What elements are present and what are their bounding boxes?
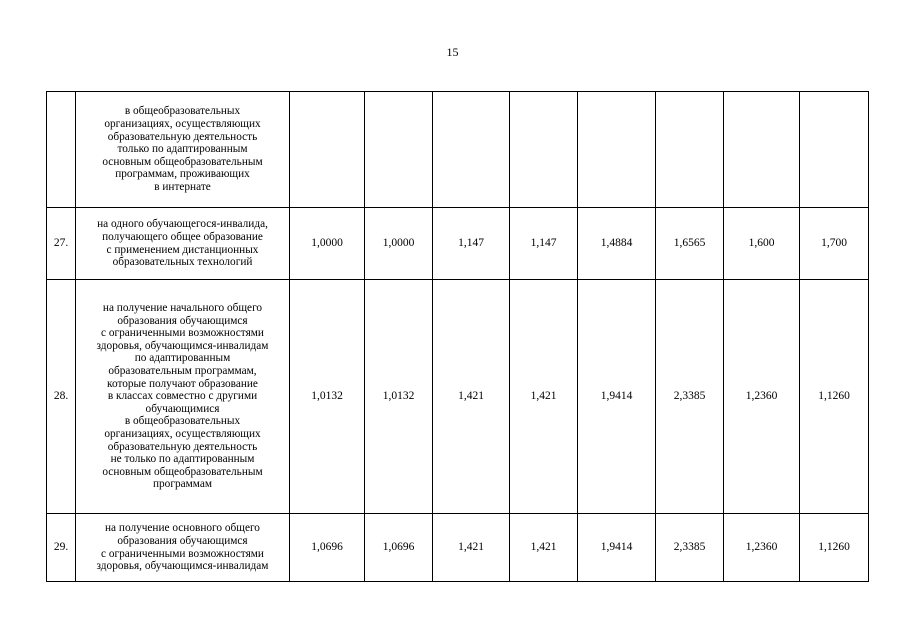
value-cell: 1,147 xyxy=(433,208,510,280)
value-cell xyxy=(578,92,656,208)
page-number: 15 xyxy=(446,45,459,59)
table-row xyxy=(47,92,869,208)
value-cell: 1,1260 xyxy=(800,280,869,514)
value-cell xyxy=(656,92,724,208)
value-cell: 1,421 xyxy=(433,514,510,582)
value-cell: 1,9414 xyxy=(578,514,656,582)
table-row xyxy=(47,514,869,582)
value-cell xyxy=(510,92,578,208)
value-cell: 1,2360 xyxy=(724,514,800,582)
value-cell: 1,700 xyxy=(800,208,869,280)
row-description: на одного обучающегося-инвалида, получающего общее образование с применением дистанционных образовательных технологий xyxy=(76,208,290,280)
value-cell xyxy=(724,92,800,208)
value-cell: 1,600 xyxy=(724,208,800,280)
coefficients-table xyxy=(46,91,869,582)
row-description: на получение начального общего образования обучающимся с ограниченными возможностями здоровья, обучающимся-инвалидам по адаптированным образовательным программам, которые получают образование в классах совместно с другими обучающимися в общеобразовательных организациях, осуществляющих образовательную деятельность не только по адаптированным основным общеобразовательным программам xyxy=(76,280,290,514)
value-cell: 1,147 xyxy=(510,208,578,280)
value-cell: 1,4884 xyxy=(578,208,656,280)
value-cell: 1,0132 xyxy=(365,280,433,514)
value-cell: 1,1260 xyxy=(800,514,869,582)
table-row xyxy=(47,280,869,514)
value-cell: 1,0696 xyxy=(290,514,365,582)
value-cell: 1,421 xyxy=(510,514,578,582)
value-cell: 2,3385 xyxy=(656,280,724,514)
value-cell: 2,3385 xyxy=(656,514,724,582)
value-cell: 1,421 xyxy=(433,280,510,514)
row-description: на получение основного общего образования обучающимся с ограниченными возможностями здоровья, обучающимся-инвалидам xyxy=(76,514,290,582)
row-number xyxy=(47,92,76,208)
value-cell xyxy=(290,92,365,208)
row-description: в общеобразовательных организациях, осуществляющих образовательную деятельность только по адаптированным основным общеобразовательным программам, проживающих в интернате xyxy=(76,92,290,208)
value-cell: 1,421 xyxy=(510,280,578,514)
row-number: 27. xyxy=(47,208,76,280)
value-cell: 1,0132 xyxy=(290,280,365,514)
value-cell: 1,0000 xyxy=(290,208,365,280)
value-cell: 1,2360 xyxy=(724,280,800,514)
value-cell: 1,9414 xyxy=(578,280,656,514)
value-cell: 1,0696 xyxy=(365,514,433,582)
row-number: 29. xyxy=(47,514,76,582)
value-cell: 1,6565 xyxy=(656,208,724,280)
value-cell xyxy=(800,92,869,208)
row-number: 28. xyxy=(47,280,76,514)
value-cell xyxy=(365,92,433,208)
table-row xyxy=(47,208,869,280)
value-cell: 1,0000 xyxy=(365,208,433,280)
value-cell xyxy=(433,92,510,208)
